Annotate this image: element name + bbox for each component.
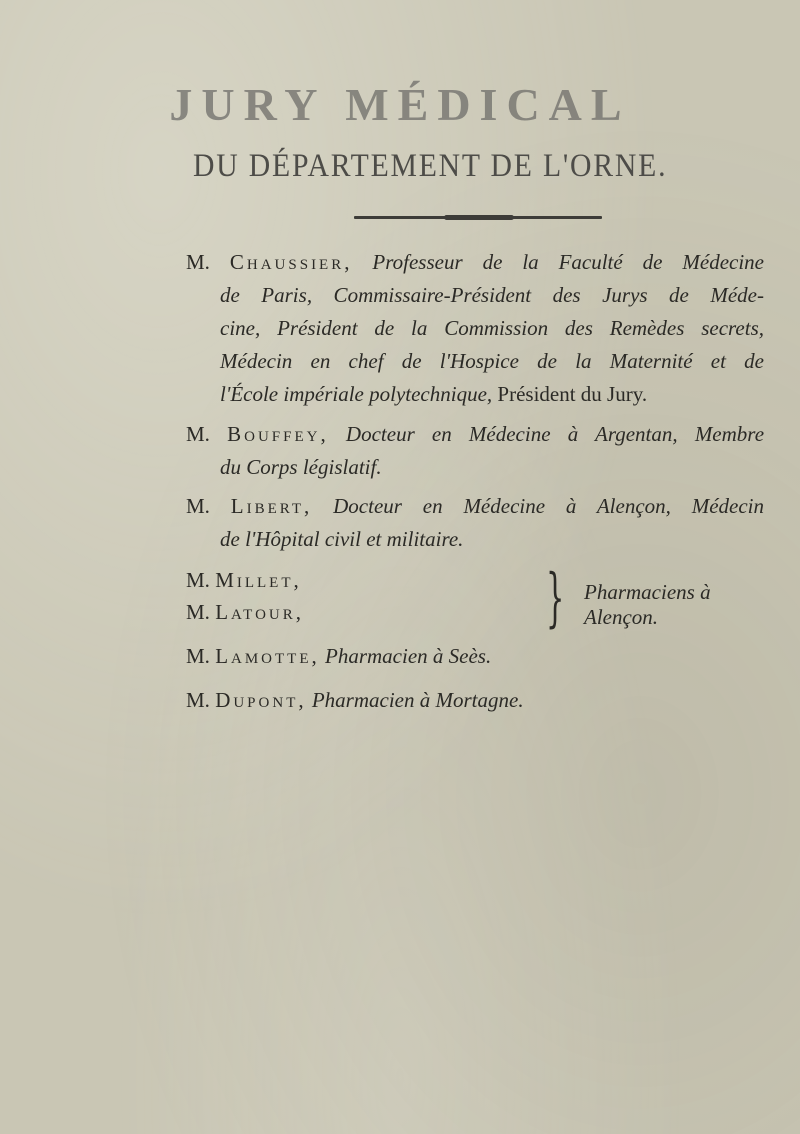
pharmacists-group xyxy=(186,561,746,635)
entry-lamotte xyxy=(186,640,764,673)
entry-tail: Président du Jury. xyxy=(497,382,648,406)
entry-chaussier xyxy=(186,246,764,411)
entry-name: Lamotte, xyxy=(215,644,320,668)
page-subtitle: DU DÉPARTEMENT DE L'ORNE. xyxy=(193,148,668,184)
entry-line: Docteur en Médecine à Alençon, Médecin xyxy=(333,494,765,518)
group-member xyxy=(186,596,304,629)
entry-bouffey xyxy=(186,418,764,484)
entry-line: l'École impériale polytechnique, xyxy=(220,382,493,406)
entry-libert xyxy=(186,490,764,556)
decorative-rule xyxy=(354,216,602,219)
entry-prefix: M. xyxy=(186,250,210,274)
entry-line: de Paris, Commissaire-Président des Jurys de Méde- xyxy=(220,283,764,307)
entry-name: Latour, xyxy=(215,600,304,624)
entry-line: Médecin en chef de l'Hospice de la Maternité et de xyxy=(220,349,764,373)
entry-line: Docteur en Médecine à Argentan, Membre xyxy=(345,422,765,446)
entry-dupont xyxy=(186,684,764,717)
brace-symbol: } xyxy=(546,561,565,635)
entry-prefix: M. xyxy=(186,494,210,518)
entry-name: Bouffey, xyxy=(227,422,329,446)
group-role: Pharmaciens à Alençon. xyxy=(584,580,711,629)
entry-prefix: M. xyxy=(186,644,210,668)
entry-prefix: M. xyxy=(186,568,210,592)
entry-line: Professeur de la Faculté de Médecine xyxy=(372,250,765,274)
page-title: JURY MÉDICAL xyxy=(169,79,631,130)
entry-name: Dupont, xyxy=(215,688,307,712)
entry-prefix: M. xyxy=(186,422,210,446)
entry-name: Chaussier, xyxy=(229,250,353,274)
entry-prefix: M. xyxy=(186,600,210,624)
entry-line: du Corps législatif. xyxy=(220,455,382,479)
entry-role: Pharmacien à Mortagne. xyxy=(311,688,524,712)
entry-name: Libert, xyxy=(230,494,313,518)
entry-prefix: M. xyxy=(186,688,210,712)
group-member xyxy=(186,564,302,597)
entry-line: cine, Président de la Commission des Remèdes secrets, xyxy=(220,316,764,340)
entry-name: Millet, xyxy=(215,568,302,592)
entry-line: de l'Hôpital civil et militaire. xyxy=(220,527,464,551)
entry-role: Pharmacien à Seès. xyxy=(325,644,492,668)
